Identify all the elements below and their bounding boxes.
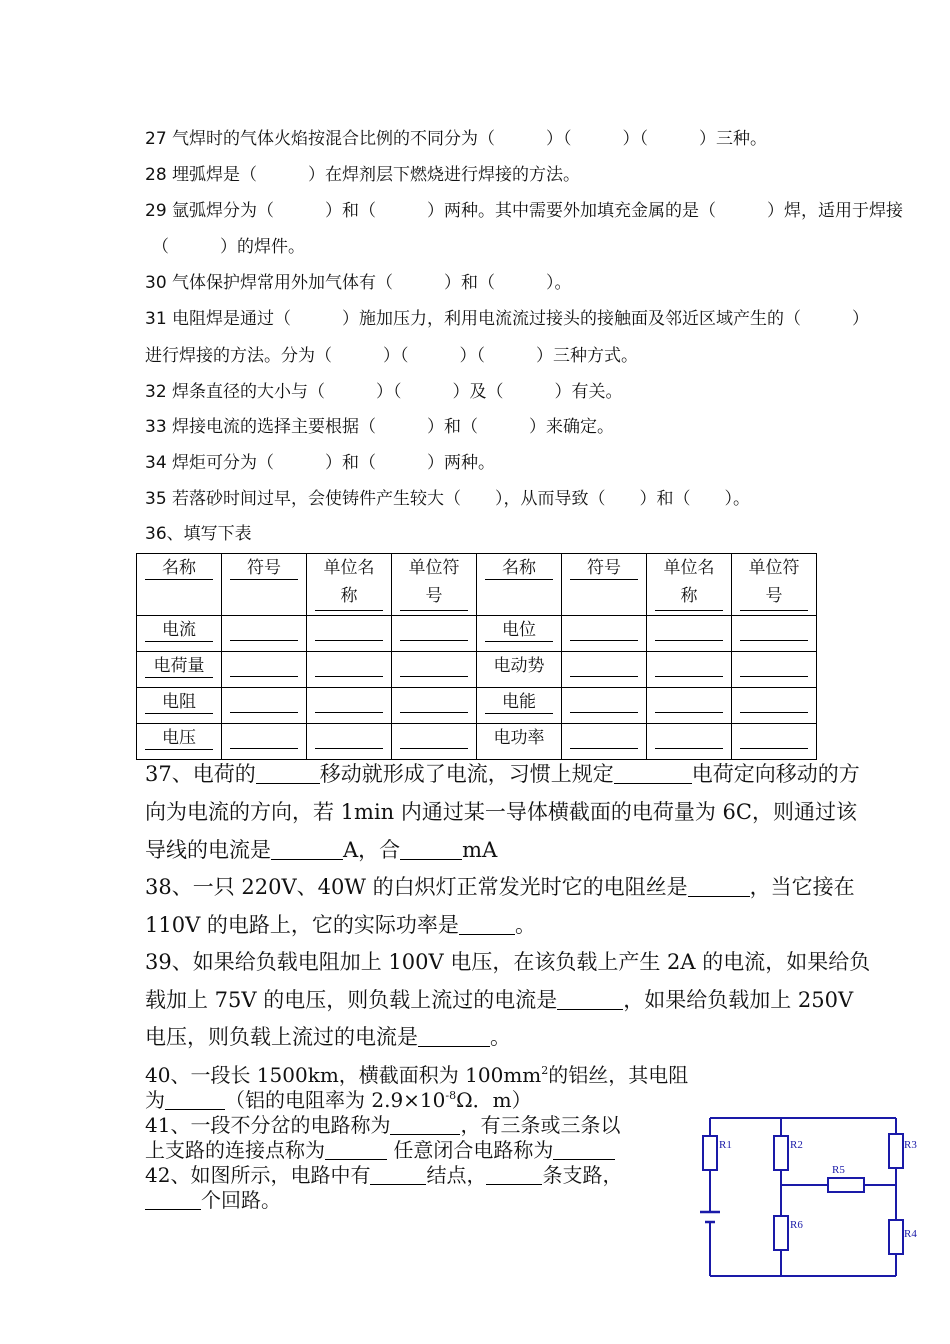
blank[interactable] [145,1189,201,1210]
blank-cell[interactable] [230,688,298,713]
question-35: 35 若落砂时间过早，会使铸件产生较大（ ），从而导致（ ）和（ ）。 [145,489,751,509]
quantity-name: 电阻 [145,691,213,714]
quantities-table [136,553,817,760]
q38-text-d: 。 [514,913,536,937]
blank-cell[interactable] [740,688,808,713]
question-37-line2: 向为电流的方向，若 1min 内通过某一导体横截面的电荷量为 6C，则通过该 [145,800,857,824]
blank[interactable] [557,988,623,1010]
blank-cell[interactable] [655,616,723,641]
label-r4: R4 [904,1228,917,1240]
table-row [137,652,817,688]
header-unit-symbol-part1: 单位符 [748,558,800,578]
blank[interactable] [400,838,462,860]
q41-text-d: 任意闭合电路称为 [387,1138,554,1162]
q40-text-e: Ω．m） [456,1088,532,1112]
resistor-r4 [889,1220,903,1254]
quantity-name: 电能 [485,691,553,714]
blank-cell[interactable] [740,724,808,749]
blank-cell[interactable] [400,688,468,713]
blank-cell[interactable] [655,652,723,677]
blank-cell[interactable] [655,688,723,713]
quantity-name: 电荷量 [145,655,213,678]
question-30: 30 气体保护焊常用外加气体有（ ）和（ ）。 [145,273,572,293]
resistor-r5 [828,1178,864,1192]
q41-text-c: 上支路的连接点称为 [145,1138,325,1162]
label-r2: R2 [790,1139,803,1151]
q39-text-a: 载加上 75V 的电压，则负载上流过的电流是 [145,988,558,1012]
blank[interactable] [390,1114,460,1135]
table-header-cell [392,554,477,616]
resistor-r1 [703,1136,717,1170]
q40-text-b: 的铝丝，其电阻 [548,1063,689,1087]
question-32: 32 焊条直径的大小与（ ）（ ）及（ ）有关。 [145,382,623,402]
blank-cell[interactable] [315,616,383,641]
resistor-r3 [889,1134,903,1168]
question-29-line1: 29 氩弧焊分为（ ）和（ ）两种。其中需要外加填充金属的是（ ）焊，适用于焊接 [145,201,904,221]
question-38-line2 [145,909,536,939]
header-unit-symbol-part2: 号 [400,582,468,611]
label-r1: R1 [719,1139,732,1151]
table-header-cell [222,554,307,616]
label-r5: R5 [832,1164,845,1176]
header-unit-symbol-part2: 号 [740,582,808,611]
quantity-name: 电流 [145,619,213,642]
question-36: 36、填写下表 [145,524,252,544]
q42-text-b: 结点， [426,1163,487,1187]
blank-cell[interactable] [230,616,298,641]
header-symbol: 符号 [570,557,638,580]
header-name: 名称 [485,557,553,580]
blank-cell[interactable] [315,724,383,749]
table-row [137,688,817,724]
q42-text-c: 条支路， [542,1163,623,1187]
resistor-r6 [774,1216,788,1250]
header-symbol: 符号 [230,557,298,580]
q37-text-b: 移动就形成了电流，习惯上规定 [319,762,614,786]
q42-text-a: 42、如图所示，电路中有 [145,1163,371,1187]
question-29-line2: （ ）的焊件。 [152,237,305,257]
question-28: 28 埋弧焊是（ ）在焊剂层下燃烧进行焊接的方法。 [145,165,581,185]
q37-text-f: mA [462,838,498,862]
quantity-name: 电功率 [493,728,545,748]
table-row [137,724,817,760]
blank[interactable] [271,838,343,860]
blank-cell[interactable] [230,724,298,749]
table-header-cell [562,554,647,616]
q37-text-d: 导线的电流是 [145,838,271,862]
q40-text-c: 为 [145,1088,165,1112]
question-37-line3 [145,834,497,864]
table-header-cell [647,554,732,616]
question-34: 34 焊炬可分为（ ）和（ ）两种。 [145,453,496,473]
q40-text-a: 40、一段长 1500km，横截面积为 100mm [145,1063,542,1087]
blank-cell[interactable] [400,724,468,749]
header-unit-name-part1: 单位名 [323,558,375,578]
q42-text-d: 个回路。 [201,1188,281,1212]
blank[interactable] [325,1139,387,1160]
question-38-line1 [145,871,855,901]
blank[interactable] [165,1089,225,1110]
question-27: 27 气焊时的气体火焰按混合比例的不同分为（ ）（ ）（ ）三种。 [145,129,768,149]
blank[interactable] [418,1025,490,1047]
label-r3: R3 [904,1139,917,1151]
table-header-cell [477,554,562,616]
label-r6: R6 [790,1219,803,1231]
table-row [137,616,817,652]
table-header-cell [137,554,222,616]
blank[interactable] [688,875,750,897]
blank-cell[interactable] [570,724,638,749]
quantity-name: 电动势 [493,656,545,676]
q37-text-a: 37、电荷的 [145,762,256,786]
question-33: 33 焊接电流的选择主要根据（ ）和（ ）来确定。 [145,417,615,437]
blank-cell[interactable] [315,688,383,713]
blank-cell[interactable] [655,724,723,749]
blank-cell[interactable] [740,652,808,677]
blank[interactable] [256,762,320,784]
question-39-line1: 39、如果给负载电阻加上 100V 电压，在该负载上产生 2A 的电流，如果给负 [145,950,871,974]
blank[interactable] [553,1139,615,1160]
q38-text-c: 110V 的电路上，它的实际功率是 [145,913,459,937]
circuit-diagram [686,1112,926,1287]
question-39-line2 [145,984,853,1014]
blank-cell[interactable] [230,652,298,677]
blank-cell[interactable] [400,652,468,677]
header-unit-name-part1: 单位名 [663,558,715,578]
q37-text-e: A，合 [343,838,401,862]
blank[interactable] [370,1164,426,1185]
header-unit-name-part2: 称 [655,582,723,611]
blank-cell[interactable] [740,616,808,641]
q39-text-d: 。 [490,1025,511,1049]
q39-text-c: 电压，则负载上流过的电流是 [145,1025,418,1049]
resistor-r2 [774,1136,788,1170]
header-unit-symbol-part1: 单位符 [408,558,460,578]
table-header-cell [307,554,392,616]
q40-exponent: -8 [445,1089,457,1102]
q37-text-c: 电荷定向移动的方 [691,762,860,786]
question-31-line1: 31 电阻焊是通过（ ）施加压力，利用电流流过接头的接触面及邻近区域产生的（ ） [145,309,870,329]
q40-text-d: （铝的电阻率为 2.9×10 [225,1088,446,1112]
blank[interactable] [459,913,515,935]
header-name: 名称 [145,557,213,580]
q39-text-b: ，如果给负载加上 250V [623,988,854,1012]
blank[interactable] [486,1164,542,1185]
blank-cell[interactable] [570,652,638,677]
question-39-line3 [145,1021,511,1051]
blank-cell[interactable] [570,616,638,641]
question-37-line1 [145,758,860,788]
q38-text-b: ，当它接在 [749,875,855,899]
question-42-line2 [145,1184,281,1213]
blank-cell[interactable] [570,688,638,713]
blank-cell[interactable] [315,652,383,677]
blank[interactable] [614,762,692,784]
q41-text-a: 41、一段不分岔的电路称为 [145,1113,391,1137]
table-header-cell [732,554,817,616]
header-unit-name-part2: 称 [315,582,383,611]
q41-text-b: ，有三条或三条以 [460,1113,621,1137]
q38-text-a: 38、一只 220V、40W 的白炽灯正常发光时它的电阻丝是 [145,875,688,899]
quantity-name: 电位 [485,619,553,642]
quantity-name: 电压 [145,727,213,750]
blank-cell[interactable] [400,616,468,641]
q40-superscript: 2 [541,1064,549,1077]
question-31-line2: 进行焊接的方法。分为（ ）（ ）（ ）三种方式。 [145,346,638,366]
